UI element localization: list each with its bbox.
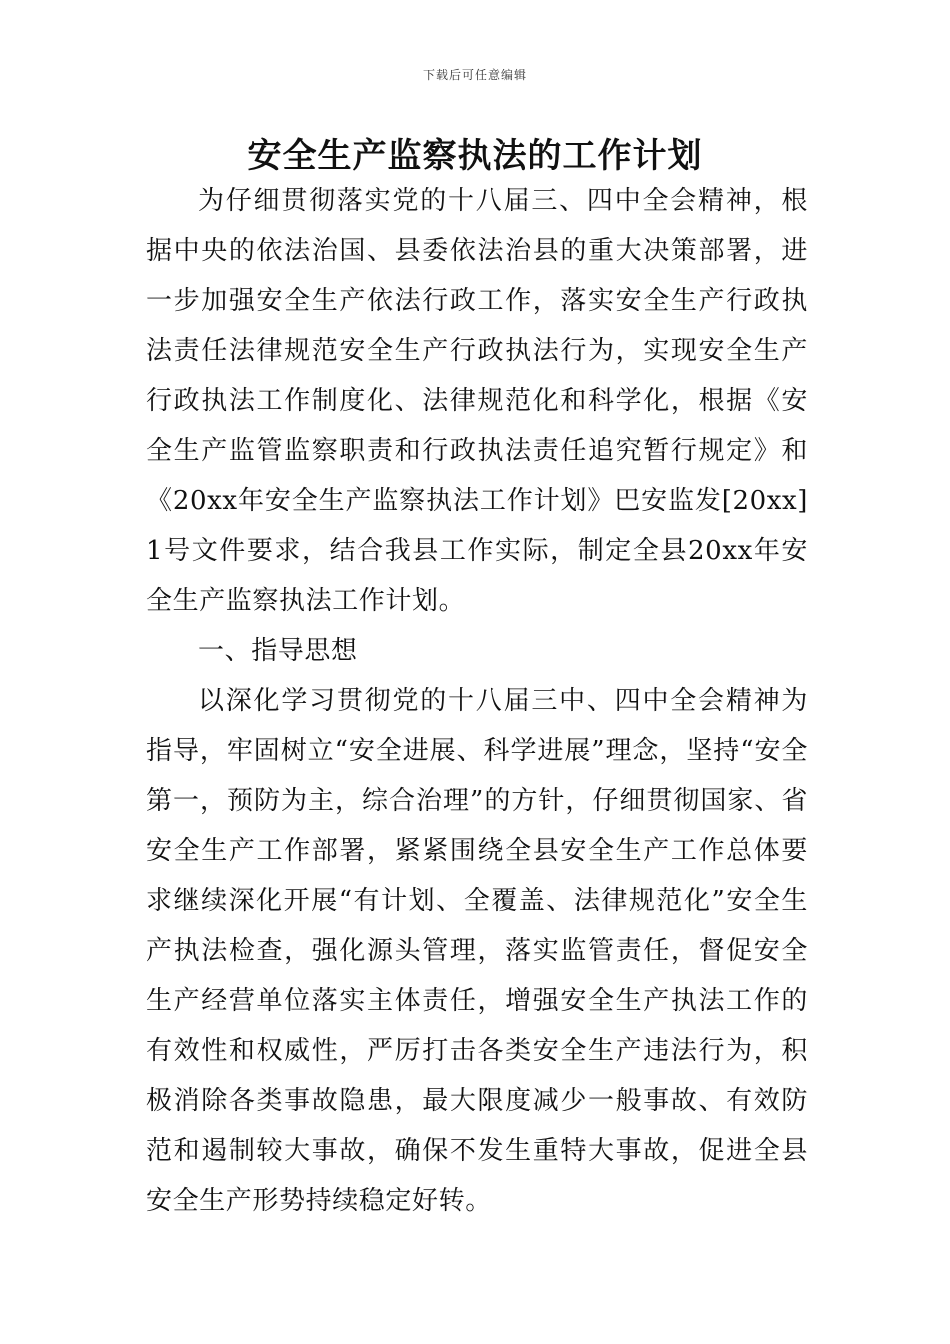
- document-body: [146, 176, 808, 1226]
- section-paragraph: 以深化学习贯彻党的十八届三中、四中全会精神为指导，牢固树立“安全进展、科学进展”理念，坚持“安全第一，预防为主，综合治理”的方针，仔细贯彻国家、省安全生产工作部署，紧紧围绕全县安全生产工作总体要求继续深化开展“有计划、全覆盖、法律规范化”安全生产执法检查，强化源头管理，落实监管责任，督促安全生产经营单位落实主体责任，增强安全生产执法工作的有效性和权威性，严厉打击各类安全生产违法行为，积极消除各类事故隐患，最大限度减少一般事故、有效防范和遏制较大事故，确保不发生重特大事故，促进全县安全生产形势持续稳定好转。: [146, 686, 808, 1216]
- intro-paragraph: 为仔细贯彻落实党的十八届三、四中全会精神，根据中央的依法治国、县委依法治县的重大决策部署，进一步加强安全生产依法行政工作，落实安全生产行政执法责任法律规范安全生产行政执法行为，实现安全生产行政执法工作制度化、法律规范化和科学化，根据《安全生产监管监察职责和行政执法责任追究暂行规定》和《20xx年安全生产监察执法工作计划》巴安监发[20xx]1号文件要求，结合我县工作实际，制定全县20xx年安全生产监察执法工作计划。: [146, 186, 808, 616]
- document-title: 安全生产监察执法的工作计划: [247, 136, 703, 176]
- section-heading: 一、指导思想: [198, 636, 358, 666]
- header-note: 下载后可任意编辑: [422, 68, 527, 82]
